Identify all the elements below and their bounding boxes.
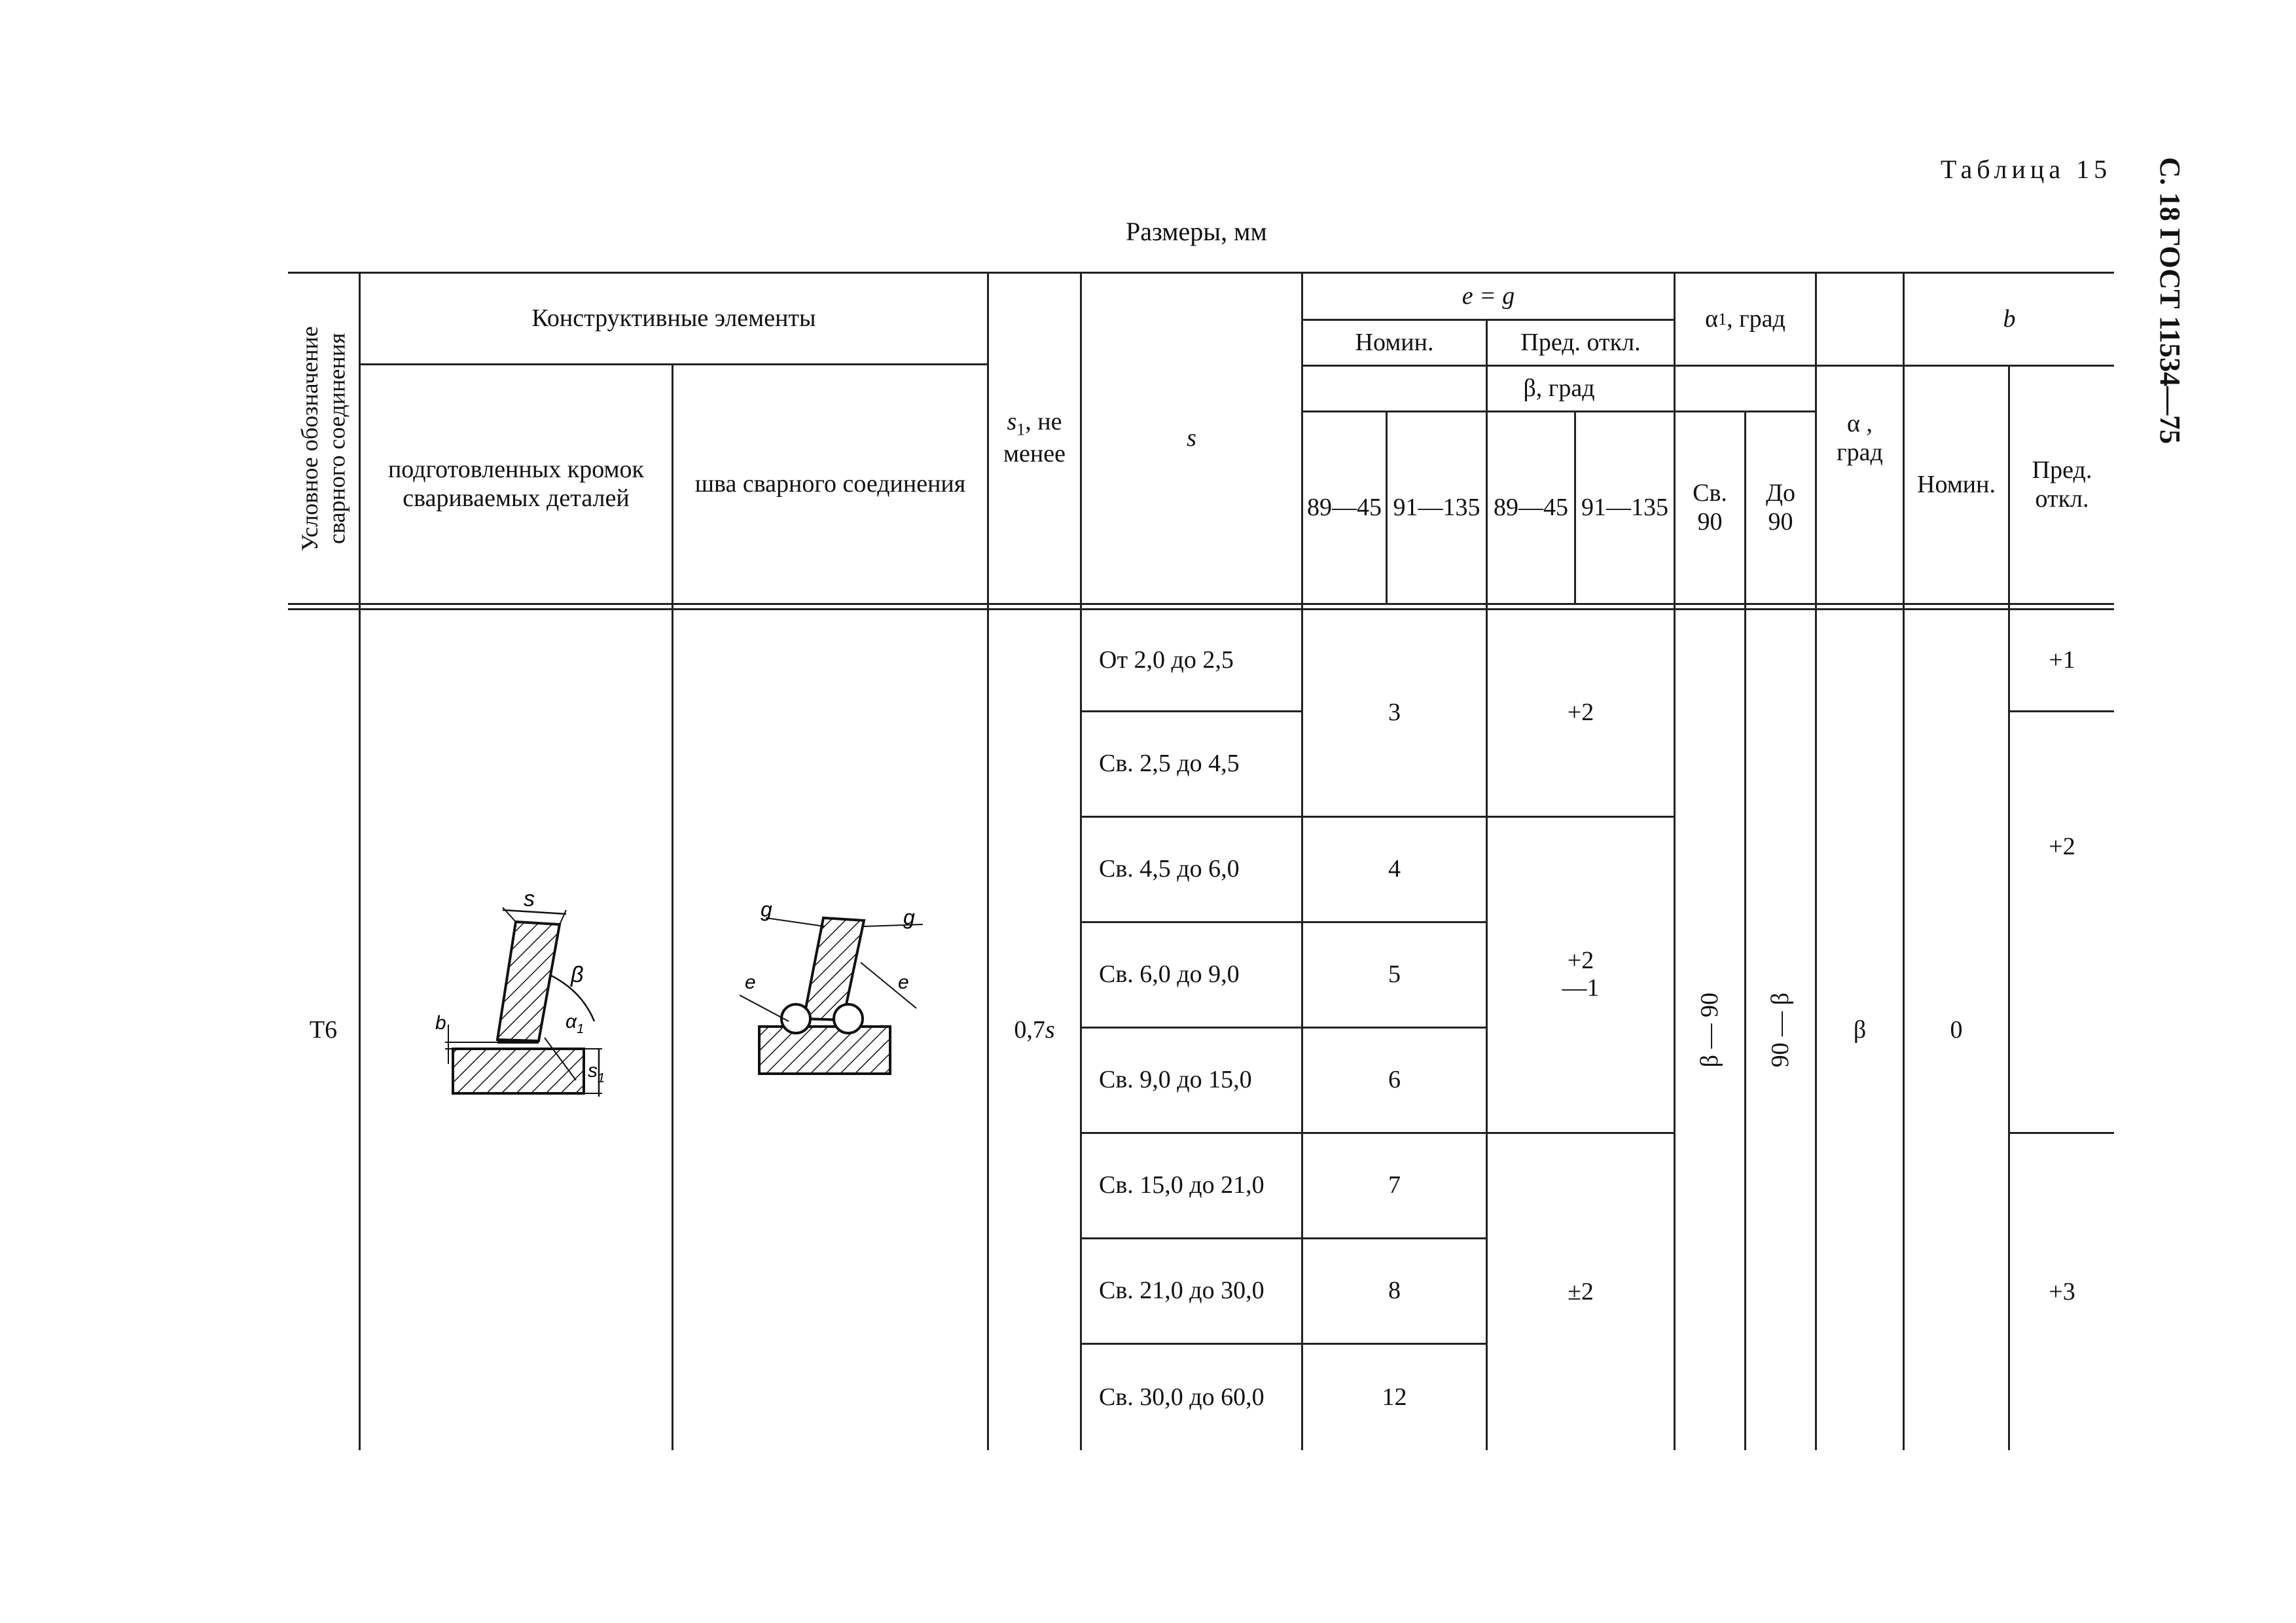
b-pred-otkl-text: Пред. откл. bbox=[2032, 456, 2092, 513]
page-side-header: С. 18 ГОСТ 11534—75 bbox=[2154, 157, 2186, 445]
s-range-5: Св. 9,0 до 15,0 bbox=[1099, 1066, 1252, 1094]
header-b bbox=[1905, 274, 2114, 365]
alpha-value: β bbox=[1853, 1015, 1867, 1044]
header-s1 bbox=[989, 274, 1080, 603]
dim-alpha1-label bbox=[565, 1011, 584, 1036]
header-range-91-135-a: 91—135 bbox=[1393, 493, 1480, 521]
header-eg-pred-otkl: Пред. откл. bbox=[1520, 328, 1641, 356]
b-tolerance-2-text: +2 bbox=[2049, 832, 2075, 860]
eg-tolerance-3: ±2 bbox=[1568, 1277, 1594, 1305]
eg-nominal-6: 8 bbox=[1388, 1277, 1401, 1305]
dim-beta-label: β bbox=[571, 962, 584, 987]
header-beta-grad: β, град bbox=[1523, 374, 1595, 402]
header-eg-nomin: Номин. bbox=[1355, 328, 1434, 356]
alpha1-subscript: 1 bbox=[1718, 309, 1727, 329]
b-tolerance-3: +3 bbox=[2049, 1277, 2075, 1305]
b-nominal-value: 0 bbox=[1950, 1015, 1963, 1044]
alpha1-sub-glyph: 1 bbox=[577, 1022, 584, 1036]
dim-g-left-label: g bbox=[761, 898, 772, 921]
alpha1-rest: , град bbox=[1727, 304, 1785, 333]
header-designation-text: Условное обозначение сварного соединения bbox=[296, 325, 350, 551]
dim-e-left-label: e bbox=[745, 972, 756, 993]
header-s bbox=[1082, 274, 1301, 603]
eg-tolerance-2 bbox=[1488, 818, 1674, 1132]
units-caption: Размеры, мм bbox=[1126, 217, 1267, 246]
alpha1-sv90-value bbox=[1676, 610, 1744, 1450]
sv-90-text: Св. 90 bbox=[1693, 479, 1727, 536]
header-alpha bbox=[1817, 274, 1903, 603]
table-title: Таблица 15 bbox=[1941, 155, 2112, 184]
header-b-pred-otkl bbox=[2010, 367, 2114, 603]
weld-seam-drawing bbox=[726, 890, 942, 1087]
alpha1-glyph: α bbox=[565, 1011, 577, 1032]
header-weld-seam: шва сварного соединения bbox=[694, 469, 966, 498]
header-range-91-135-b: 91—135 bbox=[1581, 493, 1668, 521]
s-range-2: Св. 2,5 до 4,5 bbox=[1099, 750, 1240, 778]
header-b-nomin: Номин. bbox=[1917, 470, 1996, 498]
header-range-89-45-b: 89—45 bbox=[1494, 493, 1568, 521]
dim-b-label: b bbox=[435, 1012, 446, 1034]
alpha1-do90-value bbox=[1746, 610, 1815, 1450]
eg-nominal-1: 3 bbox=[1388, 699, 1401, 727]
dim-s-label: s bbox=[524, 886, 535, 911]
b-tolerance-2 bbox=[2010, 712, 2114, 1132]
header-do-90 bbox=[1746, 412, 1815, 603]
s1-glyph: s bbox=[588, 1060, 598, 1082]
eg-nominal-3: 5 bbox=[1388, 960, 1401, 989]
s1-rest: , не менее bbox=[1003, 408, 1066, 467]
header-prepared-edges-text: подготовленных кромок свариваемых деталей bbox=[387, 455, 645, 512]
alpha1-do90-text: 90 — β bbox=[1766, 993, 1794, 1068]
s-range-1: От 2,0 до 2,5 bbox=[1099, 646, 1234, 674]
eg-tolerance-2-text: +2 —1 bbox=[1562, 947, 1600, 1002]
eg-tolerance-1: +2 bbox=[1567, 699, 1594, 727]
alpha1-sv90-text: β — 90 bbox=[1695, 993, 1723, 1068]
header-e-eq-g bbox=[1303, 274, 1674, 319]
header-structural-elements: Конструктивные элементы bbox=[531, 304, 816, 332]
do-90-text: До 90 bbox=[1766, 479, 1795, 536]
dim-g-right-label: g bbox=[903, 905, 915, 929]
s-range-8: Св. 30,0 до 60,0 bbox=[1099, 1383, 1265, 1411]
s-range-3: Св. 4,5 до 6,0 bbox=[1099, 855, 1240, 883]
s-range-6: Св. 15,0 до 21,0 bbox=[1099, 1171, 1265, 1199]
dim-s1-label bbox=[588, 1060, 605, 1085]
dim-e-right-label: e bbox=[898, 972, 909, 993]
s1-value-s: s bbox=[1045, 1015, 1055, 1044]
eg-nominal-4: 6 bbox=[1388, 1066, 1401, 1094]
header-sv-90 bbox=[1676, 412, 1744, 603]
header-prepared-edges bbox=[361, 365, 672, 603]
header-range-89-45-a: 89—45 bbox=[1307, 493, 1382, 521]
s-range-4: Св. 6,0 до 9,0 bbox=[1099, 960, 1240, 989]
b-symbol: b bbox=[2003, 304, 2016, 333]
s-symbol: s bbox=[1187, 424, 1196, 452]
alpha-text: α , град bbox=[1837, 409, 1883, 466]
eg-nominal-5: 7 bbox=[1388, 1171, 1401, 1199]
eg-nominal-7: 12 bbox=[1382, 1383, 1407, 1411]
header-designation bbox=[288, 274, 359, 603]
alpha1-symbol: α bbox=[1705, 304, 1719, 333]
eg-symbol: e = g bbox=[1462, 282, 1515, 310]
s-range-7: Св. 21,0 до 30,0 bbox=[1099, 1277, 1265, 1305]
b-tolerance-1: +1 bbox=[2049, 646, 2075, 674]
s1-sub-glyph: 1 bbox=[598, 1071, 605, 1085]
s1-value-number: 0,7 bbox=[1014, 1015, 1045, 1044]
row-s1-value bbox=[989, 610, 1080, 1450]
s1-subscript: 1 bbox=[1016, 420, 1026, 439]
s1-symbol: s bbox=[1007, 408, 1017, 436]
header-alpha1 bbox=[1676, 274, 1815, 365]
row-designation: Т6 bbox=[309, 1015, 338, 1044]
prepared-edges-drawing bbox=[406, 877, 628, 1113]
eg-nominal-2: 4 bbox=[1388, 855, 1401, 883]
